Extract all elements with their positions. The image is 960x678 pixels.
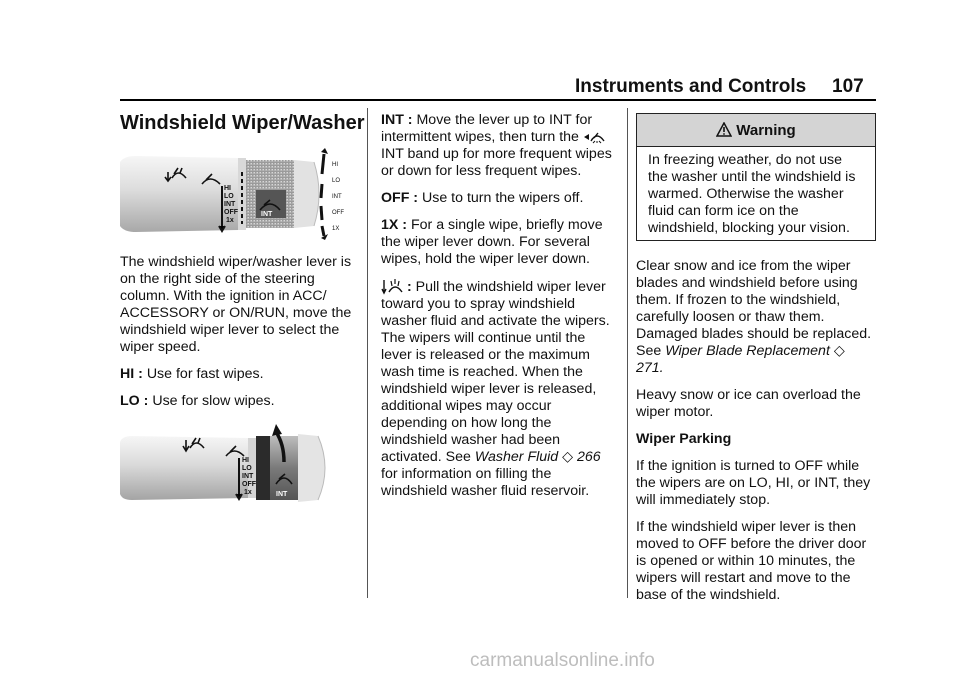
column-divider-1 xyxy=(367,108,368,598)
band-label-int: INT xyxy=(261,211,273,218)
page-reference-icon: ◇ xyxy=(562,449,574,465)
page-number: 107 xyxy=(832,76,864,97)
hi-item xyxy=(120,366,356,383)
hi-text: Use for fast wipes. xyxy=(146,366,264,382)
1x-item xyxy=(381,217,619,268)
wiper-blade-link[interactable]: Wiper Blade Replacement xyxy=(665,343,830,359)
stalk2-label-off: OFF xyxy=(242,481,256,488)
header-rule xyxy=(120,99,876,101)
stalk-label-1x: 1x xyxy=(226,217,234,224)
side-label-int: INT xyxy=(332,194,342,200)
warning-triangle-icon xyxy=(716,122,732,138)
lo-term: LO : xyxy=(120,393,149,409)
section-title: Windshield Wiper/Washer xyxy=(120,112,365,134)
blades-paragraph xyxy=(636,258,876,377)
band2-label-int: INT xyxy=(276,491,288,498)
blade-page-ref[interactable]: 271. xyxy=(636,360,664,376)
warning-header xyxy=(637,114,875,147)
parking-paragraph-1: If the ignition is turned to OFF while the wipers are on LO, HI, or INT, they will immediately stop. xyxy=(636,458,871,508)
int-wiper-icon xyxy=(583,129,605,145)
side-label-1x: 1X xyxy=(332,226,340,232)
washer-text-b: for information on filling the windshield washer fluid reservoir. xyxy=(381,466,590,499)
intro-paragraph: The windshield wiper/washer lever is on the right side of the steering column. With the ignition in ACC/ ACCESSORY or ON/RUN, move the windshield wiper lever to select the wiper speed. xyxy=(120,254,352,355)
int-term: INT : xyxy=(381,112,413,128)
stalk2-label-lo: LO xyxy=(242,465,252,472)
stalk-label-hi: HI xyxy=(224,185,231,192)
warning-box xyxy=(636,113,876,241)
off-text: Use to turn the wipers off. xyxy=(422,190,584,206)
int-text-b: INT band up for more frequent wipes or down for less frequent wipes. xyxy=(381,146,612,179)
washer-fluid-link[interactable]: Washer Fluid xyxy=(474,449,559,465)
warning-title: Warning xyxy=(736,121,796,139)
column-divider-2 xyxy=(627,108,628,598)
stalk2-label-int: INT xyxy=(242,473,254,480)
stalk2-label-hi: HI xyxy=(242,457,249,464)
parking-paragraph-2: If the windshield wiper lever is then moved to OFF before the driver door is opened or within 10 minutes, the wipers will restart and move to the base of the windshield. xyxy=(636,519,867,603)
off-item xyxy=(381,190,619,207)
wiper-lever-figure xyxy=(120,148,356,240)
1x-term: 1X : xyxy=(381,217,408,233)
hi-term: HI : xyxy=(120,366,143,382)
washer-text-a: Pull the windshield wiper lever toward you to spray windshield washer fluid and activate the wipers. The wipers will continue until the lever is released or the maximum wash time is reached. When the windshield wiper lever is released, additional wipes may occur depending on how long the windshield washer had been activated. See xyxy=(381,278,610,465)
washer-page-ref[interactable]: 266 xyxy=(577,449,601,465)
washer-item xyxy=(381,278,619,500)
stalk2-label-1x: 1x xyxy=(244,489,252,496)
blades-text: Clear snow and ice from the wiper blades and windshield before using them. If frozen to the windshield, carefully loosen or thaw them. Damaged blades should be replaced. See xyxy=(636,258,872,359)
running-header-title: Instruments and Controls xyxy=(575,76,807,97)
stalk-label-int: INT xyxy=(224,201,236,208)
lo-item xyxy=(120,393,356,410)
page-reference-icon: ◇ xyxy=(833,343,845,359)
wiper-int-band-figure xyxy=(120,410,336,504)
stalk-label-lo: LO xyxy=(224,193,234,200)
middle-column xyxy=(381,112,619,510)
side-label-lo: LO xyxy=(332,178,341,184)
wiper-parking-heading: Wiper Parking xyxy=(636,431,732,447)
washer-colon: : xyxy=(406,278,412,295)
warning-text: In freezing weather, do not use the washer until the windshield is warmed. Otherwise the washer fluid can form ice on the windshield, blocking your vision. xyxy=(648,152,856,236)
off-term: OFF : xyxy=(381,190,419,206)
side-label-off: OFF xyxy=(332,210,344,216)
side-label-hi: HI xyxy=(332,162,338,168)
1x-text: For a single wipe, briefly move the wiper lever down. For several wipes, hold the wiper lever down. xyxy=(381,217,603,267)
lo-text: Use for slow wipes. xyxy=(152,393,275,409)
right-column xyxy=(636,258,876,614)
stalk-label-off: OFF xyxy=(224,209,238,216)
overload-paragraph: Heavy snow or ice can overload the wiper motor. xyxy=(636,387,861,420)
washer-spray-icon xyxy=(381,278,403,296)
int-item xyxy=(381,112,619,180)
watermark: carmanualsonline.info xyxy=(470,650,655,671)
left-column xyxy=(120,254,356,420)
int-text-a: Move the lever up to INT for intermittent wipes, then turn the xyxy=(381,112,593,145)
